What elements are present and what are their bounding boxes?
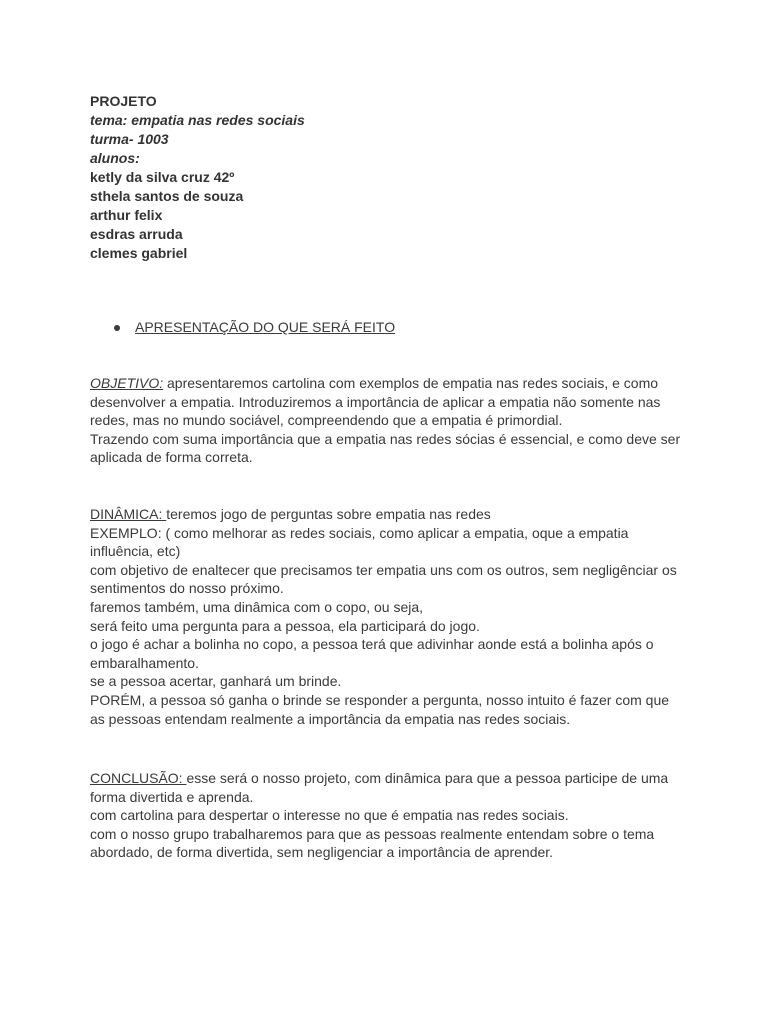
conclusao-section [90, 769, 690, 862]
student-name: ketly da silva cruz 42º [90, 169, 235, 185]
paragraph-line: EXEMPLO: ( como melhorar as redes sociais, como aplicar a empatia, oque a empatia [90, 524, 629, 541]
paragraph-line: desenvolver a empatia. Introduziremos a importância de aplicar a empatia não somente nas [90, 393, 661, 410]
objetivo-section [90, 374, 690, 467]
paragraph-line: o jogo é achar a bolinha no copo, a pessoa terá que adivinhar aonde está a bolinha após o [90, 636, 654, 653]
class-line: turma- 1003 [90, 131, 169, 147]
students-label: alunos: [90, 150, 140, 166]
student-name: esdras arruda [90, 226, 183, 242]
theme-line: tema: empatia nas redes sociais [90, 112, 305, 128]
paragraph-line: com o nosso grupo trabalharemos para que as pessoas realmente entendam sobre o tema [90, 825, 655, 842]
student-name: clemes gabriel [90, 245, 188, 261]
paragraph-line: redes, mas no mundo sociável, compreendendo que a empatia é primordial. [90, 412, 563, 429]
dinamica-section [90, 505, 690, 728]
student-name: sthela santos de souza [90, 188, 244, 204]
paragraph-line: sentimentos do nosso próximo. [90, 580, 284, 597]
bullet-dot-icon [114, 325, 120, 331]
paragraph-line: embaralhamento. [90, 654, 199, 671]
project-heading: PROJETO [90, 93, 157, 109]
paragraph-line: faremos também, uma dinâmica com o copo, ou seja, [90, 598, 424, 615]
paragraph-line: aplicada de forma correta. [90, 449, 253, 466]
paragraph-line: abordado, de forma divertida, sem negligenciar a importância de aprender. [90, 844, 554, 861]
bullet-text: APRESENTAÇÃO DO QUE SERÁ FEITO [135, 319, 396, 335]
paragraph-line: se a pessoa acertar, ganhará um brinde. [90, 673, 342, 690]
paragraph-line: com cartolina para despertar o interesse no que é empatia nas redes sociais. [90, 807, 569, 824]
conclusao-label: CONCLUSÃO: [90, 770, 187, 786]
paragraph-line: Trazendo com suma importância que a empatia nas redes sócias é essencial, e como deve ser [90, 430, 681, 447]
student-name: arthur felix [90, 207, 163, 223]
document-header [90, 92, 690, 263]
dinamica-label: DINÂMICA: [90, 506, 167, 522]
paragraph-line: as pessoas entendam realmente a importância da empatia nas redes sociais. [90, 710, 571, 727]
paragraph-line: com objetivo de enaltecer que precisamos ter empatia uns com os outros, sem negligênciar os [90, 561, 677, 578]
paragraph-line: DINÂMICA: teremos jogo de perguntas sobre empatia nas redes [90, 506, 491, 522]
paragraph-line: PORÉM, a pessoa só ganha o brinde se responder a pergunta, nosso intuito é fazer com que [90, 691, 670, 708]
paragraph-line: OBJETIVO: apresentaremos cartolina com exemplos de empatia nas redes sociais, e como [90, 375, 659, 391]
paragraph-line: será feito uma pergunta para a pessoa, ela participará do jogo. [90, 617, 480, 634]
bullet-item [90, 318, 395, 337]
objetivo-label: OBJETIVO: [90, 375, 164, 391]
paragraph-line: influência, etc) [90, 543, 181, 560]
paragraph-line: forma divertida e aprenda. [90, 788, 254, 805]
paragraph-line: CONCLUSÃO: esse será o nosso projeto, com dinâmica para que a pessoa participe de uma [90, 770, 669, 786]
